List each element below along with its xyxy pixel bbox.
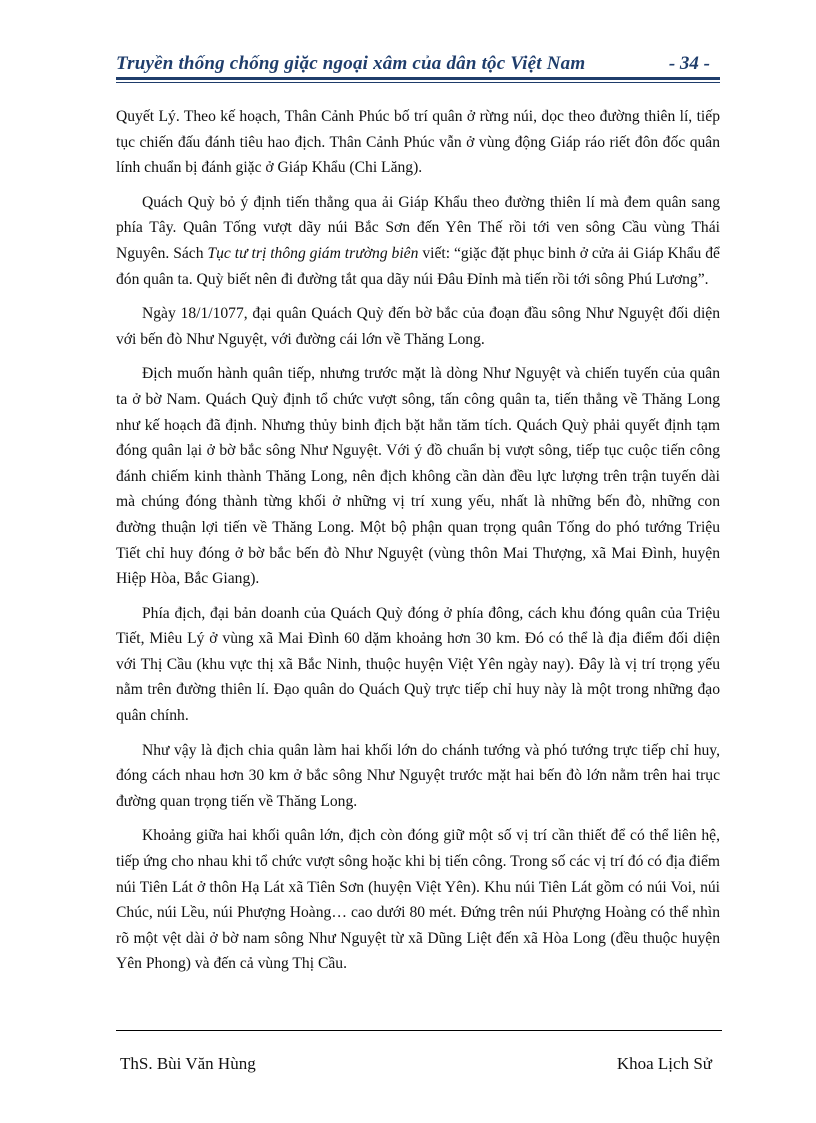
body-text bbox=[116, 104, 720, 986]
footer-author: ThS. Bùi Văn Hùng bbox=[120, 1054, 256, 1073]
running-header bbox=[116, 52, 718, 76]
header-rule-thin bbox=[116, 82, 720, 83]
footer-department: Khoa Lịch Sử bbox=[616, 1054, 712, 1073]
paragraph-2 bbox=[116, 190, 720, 292]
paragraph-2-text-b: viết: “giặc đặt phục binh ở cửa ải Giáp Khẩu để đón quân ta. Quỳ biết nên đi đường tắt qua dãy núi Đâu Đỉnh mà tiến rồi tới sông Phú Lương”. bbox=[116, 244, 720, 288]
paragraph-6: Như vậy là địch chia quân làm hai khối lớn do chánh tướng và phó tướng trực tiếp chỉ huy, đóng cách nhau hơn 30 km ở bắc sông Như Nguyệt trước mặt hai bến đò lớn nằm trên hai trục đường quan trọng tiến về Thăng Long. bbox=[116, 741, 720, 810]
paragraph-1: Quyết Lý. Theo kế hoạch, Thân Cảnh Phúc bố trí quân ở rừng núi, dọc theo đường thiên lí, tiếp tục chiến đấu đánh tiêu hao địch. Thân Cảnh Phúc vẫn ở vùng động Giáp ráo riết đôn đốc quân lính chuẩn bị đánh giặc ở Giáp Khẩu (Chi Lăng). bbox=[116, 108, 720, 177]
footer-rule bbox=[116, 1030, 722, 1031]
paragraph-4: Địch muốn hành quân tiếp, nhưng trước mặt là dòng Như Nguyệt và chiến tuyến của quân ta ở bờ Nam. Quách Quỳ định tổ chức vượt sông, tấn công quân ta, tiến thẳng về Thăng Long như kế hoạch đã định. Nhưng thủy binh địch bặt hẳn tăm tích. Quách Quỳ phải quyết định tạm đóng quân lại ở bờ bắc sông Như Nguyệt. Với ý đồ chuẩn bị vượt sông, tiếp tục cuộc tiến công đánh chiếm kinh thành Thăng Long, nên địch không cần dàn đều lực lượng trên trận tuyến dài mà chúng đóng thành từng khối ở những vị trí xung yếu, nhất là những bến đò, những con đường thuận lợi tiến về Thăng Long. Một bộ phận quan trọng quân Tống do phó tướng Triệu Tiết chỉ huy đóng ở bờ bắc bến đò Như Nguyệt (vùng thôn Mai Thượng, xã Mai Đình, huyện Hiệp Hòa, Bắc Giang). bbox=[116, 365, 720, 588]
page-number: - 34 - bbox=[668, 53, 710, 74]
paragraph-7: Khoảng giữa hai khối quân lớn, địch còn đóng giữ một số vị trí cần thiết để có thể liên hệ, tiếp ứng cho nhau khi tổ chức vượt sông hoặc khi bị tiến công. Trong số các vị trí đó có địa điểm núi Tiên Lát ở thôn Hạ Lát xã Tiên Sơn (huyện Việt Yên). Khu núi Tiên Lát gồm có núi Voi, núi Chúc, núi Lều, núi Phượng Hoàng… cao dưới 80 mét. Đứng trên núi Phượng Hoàng có thể nhìn rõ một vệt dài ở bờ nam sông Như Nguyệt từ xã Dũng Liệt đến xã Hòa Long (đều thuộc huyện Yên Phong) và đến cả vùng Thị Cầu. bbox=[116, 827, 720, 973]
paragraph-2-text-a: Quách Quỳ bỏ ý định tiến thẳng qua ải Giáp Khẩu theo đường thiên lí mà đem quân sang phía Tây. Quân Tống vượt dãy núi Bắc Sơn đến Yên Thế rồi tới ven sông Cầu vùng Thái Nguyên. Sách bbox=[116, 193, 720, 262]
book-title: Tục tư trị thông giám trường biên bbox=[207, 244, 419, 262]
paragraph-5: Phía địch, đại bản doanh của Quách Quỳ đóng ở phía đông, cách khu đóng quân của Triệu Tiết, Miêu Lý ở vùng xã Mai Đình 60 dặm khoảng hơn 30 km. Đó có thể là địa điểm đối diện với Thị Cầu (khu vực thị xã Bắc Ninh, thuộc huyện Việt Yên ngày nay). Đây là vị trí trọng yếu nằm trên đường thiên lí. Đạo quân do Quách Quỳ trực tiếp chỉ huy này là một trong những đạo quân chính. bbox=[116, 604, 720, 725]
header-title: Truyền thống chống giặc ngoại xâm của dân tộc Việt Nam bbox=[116, 53, 586, 74]
header-rule bbox=[116, 77, 720, 80]
paragraph-3: Ngày 18/1/1077, đại quân Quách Quỳ đến bờ bắc của đoạn đầu sông Như Nguyệt đối diện với bến đò Như Nguyệt, với đường cái lớn về Thăng Long. bbox=[116, 305, 720, 348]
